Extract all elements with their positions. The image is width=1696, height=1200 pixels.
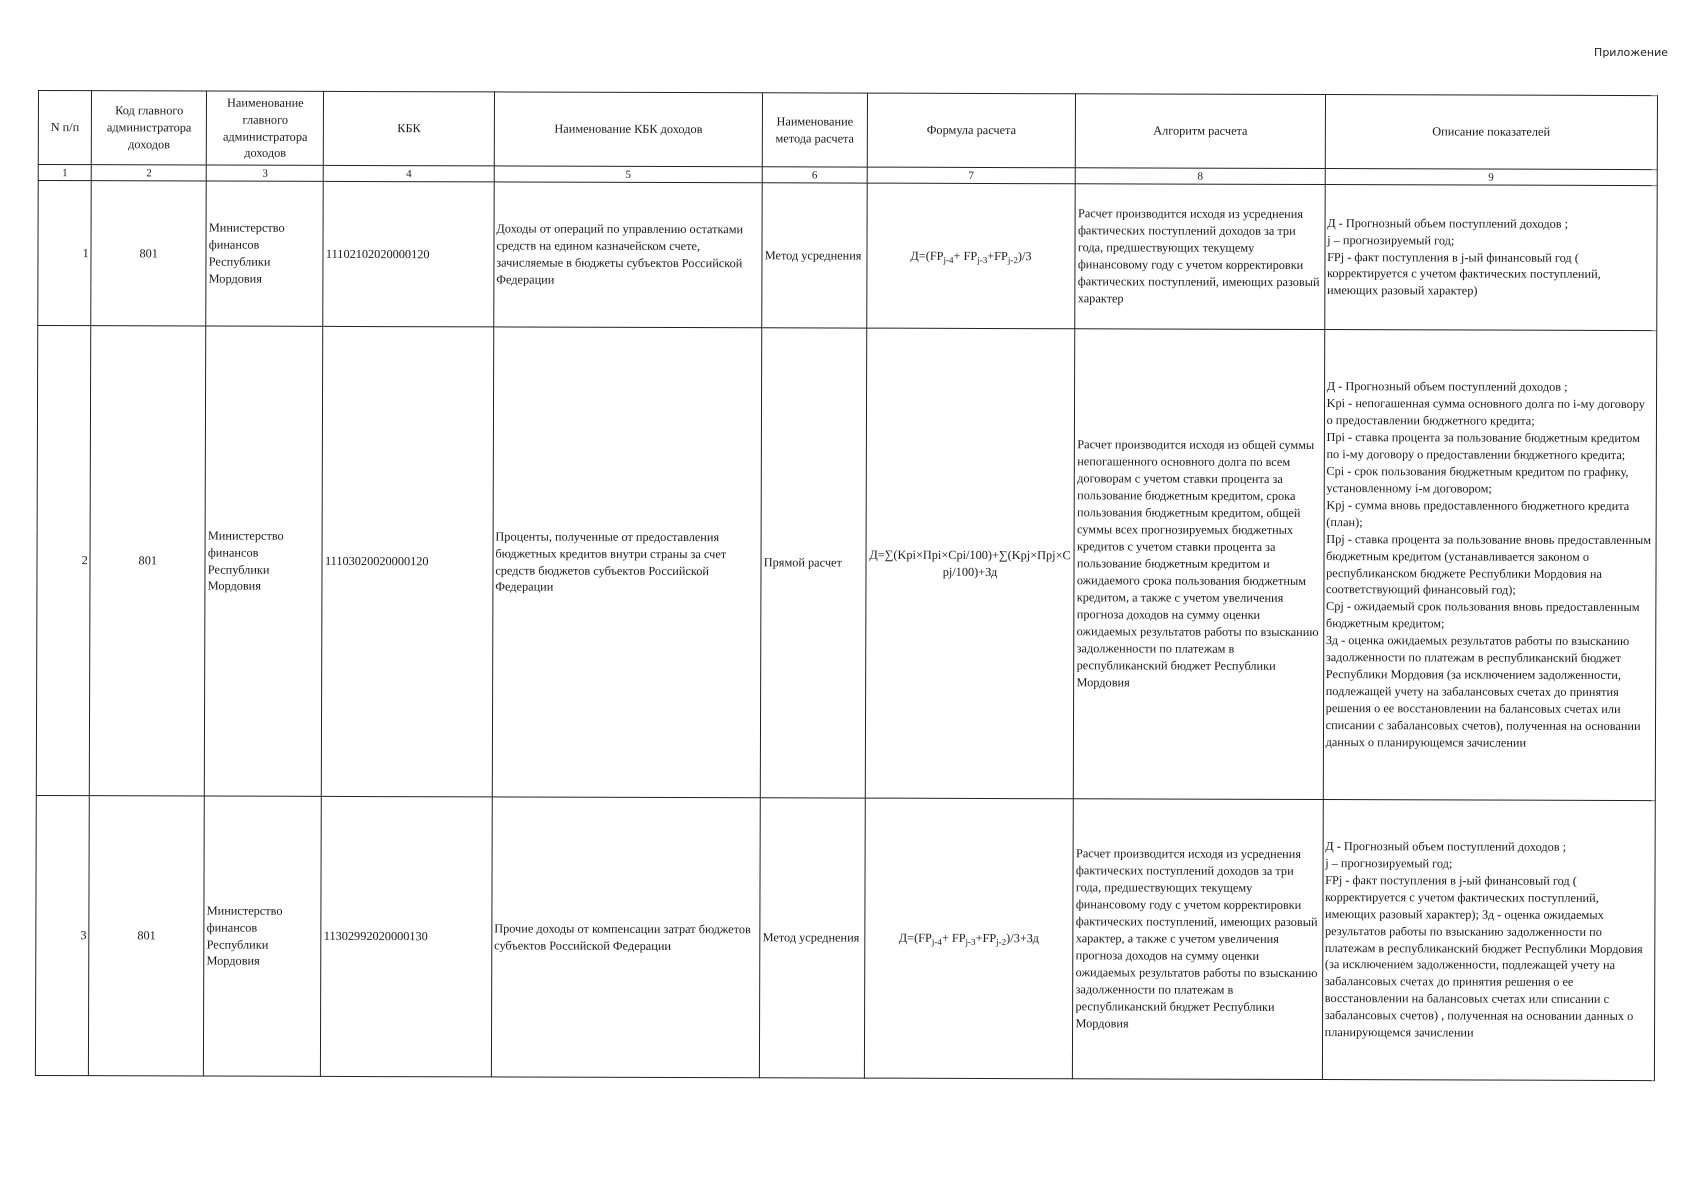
column-number: 6 xyxy=(762,167,866,183)
indicator-description xyxy=(1322,800,1655,1081)
header-algorithm: Алгоритм расчета xyxy=(1076,94,1325,169)
header-kbk: КБК xyxy=(324,91,495,166)
description-line: Зд - оценка ожидаемых результатов работы по взысканию задолженности по платежам в республиканский бюджет Республики Мордовия (за исключением задолженности, подлежащей учету на забалансовых счетах до принятия решения о ее восстановлении на балансовых счетах или списании с забалансовых счетов), полученная на основании данных о планирующемся зачислении xyxy=(1325,633,1641,750)
kbk-name: Проценты, полученные от предоставления бюджетных кредитов внутри страны за счет средств бюджетов субъектов Российской Федерации xyxy=(492,327,762,798)
row-number: 2 xyxy=(36,326,91,796)
description-line: Д - Прогнозный объем поступлений доходов ; xyxy=(1326,378,1568,394)
calc-formula: $Д=(FP_{j-4}+ FP_{j-3}+FP_{j-2})/3$ xyxy=(866,183,1075,329)
calc-method: Метод усреднения xyxy=(760,798,865,1078)
calc-formula: Д=∑(Kpi×Пpi×Cpi/100)+∑(Kpj×Пpj×Cpj/100)+Зд xyxy=(865,328,1075,799)
calc-algorithm: Расчет производится исходя из усреднения фактических поступлений доходов за три года, предшествующих текущему финансовому году с учетом корректировки фактических поступлений, имеющих разовый характер, а также с учетом увеличения прогноза доходов на сумму оценки ожидаемых результатов работы по взысканию задолженности по платежам в республиканский бюджет Республики Мордовия xyxy=(1073,799,1323,1080)
calc-algorithm: Расчет производится исходя из общей суммы непогашенного основного долга по всем договорам с учетом ставки процента за пользование бюджетным кредитом, срока пользования бюджетным кредитом, общей суммы всех прогнозируемых бюджетных кредитов с учетом ставки процента за пользование бюджетным кредитом и ожидаемого срока пользования бюджетным кредитом, а также с учетом увеличения прогноза доходов на сумму оценки ожидаемых результатов работы по взысканию задолженности по платежам в республиканский бюджет Республики Мордовия xyxy=(1074,329,1325,800)
admin-code: 801 xyxy=(89,796,205,1076)
kbk-name: Доходы от операций по управлению остатками средств на едином казначейском счете, зачисляемые в бюджеты субъектов Российской Федерации xyxy=(494,182,763,328)
column-number: 5 xyxy=(494,166,762,183)
column-number: 2 xyxy=(91,165,206,181)
column-number: 9 xyxy=(1325,169,1657,186)
description-line: FPj - факт поступления в j-ый финансовый год ( корректируется с учетом фактических поступлений, имеющих разовый характер); Зд - оценка ожидаемых результатов работы по взысканию задолженности по платежам в республиканский бюджет Республики Мордовия (за исключением задолженности, подлежащей учету на забалансовых счетах до принятия решения о ее восстановлении на балансовых счетах или списании с забалансовых счетов) , полученная на основании данных о планирующемся зачислении xyxy=(1324,872,1643,1040)
calc-algorithm: Расчет производится исходя из усреднения фактических поступлений доходов за три года, предшествующих текущему финансовому году с учетом корректировки фактических поступлений, имеющих разовый характер xyxy=(1075,184,1325,330)
header-row xyxy=(38,91,1657,170)
description-line: Пpi - ставка процента за пользование бюджетным кредитом по i-му договору о предоставлении бюджетного кредита; xyxy=(1326,429,1640,462)
header-admin-name: Наименование главного администратора доходов xyxy=(207,91,324,165)
indicator-description xyxy=(1324,185,1657,331)
admin-code: 801 xyxy=(91,181,206,326)
table-row xyxy=(35,795,1655,1080)
row-number: 3 xyxy=(35,795,89,1075)
calc-method: Прямой расчет xyxy=(761,328,867,798)
header-description: Описание показателей xyxy=(1325,95,1658,170)
description-line: j – прогнозируемый год; xyxy=(1327,232,1455,247)
admin-code: 801 xyxy=(90,326,207,796)
column-number: 4 xyxy=(324,165,494,182)
column-number: 3 xyxy=(206,165,323,181)
header-admin-code: Код главного администратора доходов xyxy=(92,91,207,165)
indicator-description xyxy=(1323,330,1657,801)
table-row xyxy=(38,181,1657,331)
calc-method: Метод усреднения xyxy=(762,183,867,328)
description-line: Д - Прогнозный объем поступлений доходов ; xyxy=(1327,215,1569,231)
description-line: Kpj - сумма вновь предоставленного бюджетного кредита (план); xyxy=(1326,497,1630,529)
admin-name: Министерство финансов Республики Мордовия xyxy=(206,181,324,326)
kbk-name: Прочие доходы от компенсации затрат бюджетов субъектов Российской Федерации xyxy=(491,797,760,1078)
column-number: 8 xyxy=(1076,168,1325,185)
header-kbk-name: Наименование КБК доходов xyxy=(494,92,763,167)
revenue-forecast-table xyxy=(35,90,1658,1081)
header-method: Наименование метода расчета xyxy=(763,93,868,167)
description-line: Cpi - срок пользования бюджетным кредитом по графику, установленному i-м договором; xyxy=(1326,463,1629,496)
header-formula: Формула расчета xyxy=(867,93,1076,168)
column-number: 1 xyxy=(38,165,91,181)
row-number: 1 xyxy=(38,181,92,326)
kbk-code: 11302992020000130 xyxy=(321,796,492,1077)
kbk-code: 11103020020000120 xyxy=(322,326,494,797)
appendix-label: Приложение xyxy=(1594,46,1668,59)
description-line: FPj - факт поступления в j-ый финансовый год ( корректируется с учетом фактических поступлений, имеющих разовый характер) xyxy=(1326,249,1601,298)
calc-formula: $Д=(FP_{j-4}+ FP_{j-3}+FP_{j-2})/3+Зд$ xyxy=(864,798,1074,1079)
column-number: 7 xyxy=(867,167,1076,184)
kbk-code: 11102102020000120 xyxy=(323,181,494,327)
description-line: Kpi - непогашенная сумма основного долга по i-му договору о предоставлении бюджетного кредита; xyxy=(1326,395,1645,428)
table-row xyxy=(36,326,1656,801)
description-line: j – прогнозируемый год; xyxy=(1325,855,1453,871)
description-line: Cpj - ожидаемый срок пользования вновь предоставленным бюджетным кредитом; xyxy=(1325,599,1640,631)
description-line: Д - Прогнозный объем поступлений доходов ; xyxy=(1325,838,1567,854)
header-num: N п/п xyxy=(38,91,91,165)
description-line: Пpj - ставка процента за пользование вновь предоставленным бюджетным кредитом (устанавливается законом о республиканском бюджете Республики Мордовия на соответствующий финансовый год); xyxy=(1326,531,1652,598)
admin-name: Министерство финансов Республики Мордовия xyxy=(205,326,324,796)
admin-name: Министерство финансов Республики Мордовия xyxy=(204,796,322,1076)
